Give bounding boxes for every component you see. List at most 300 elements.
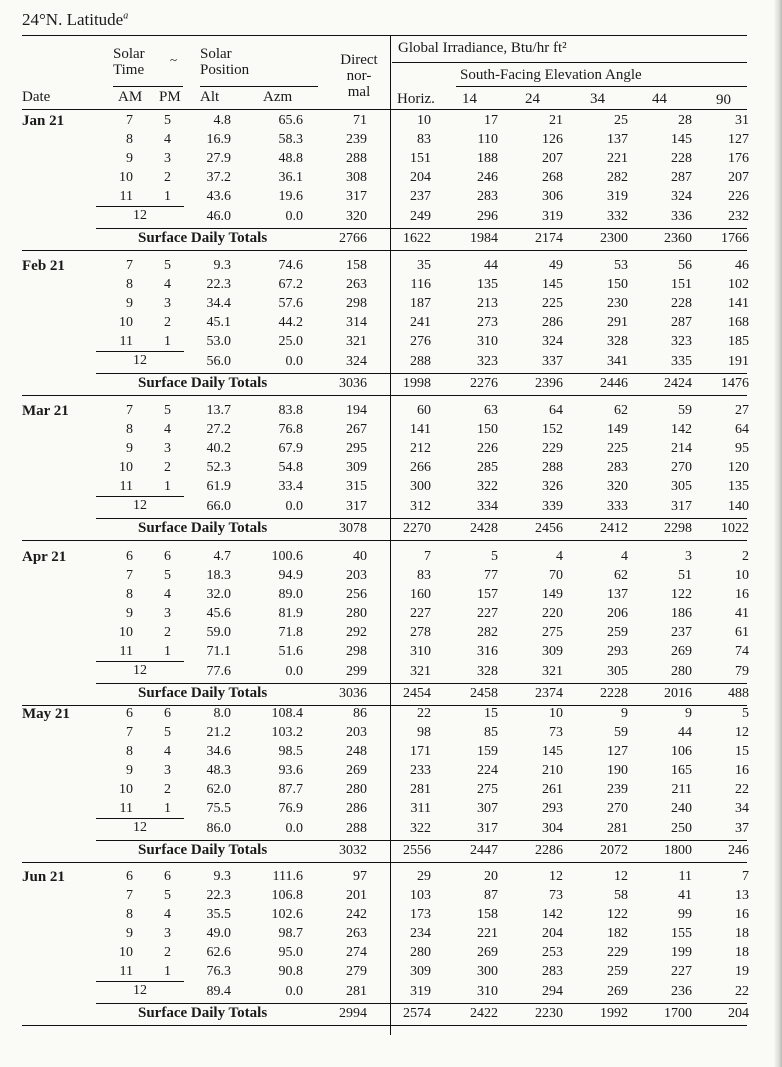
table-cell: 7 [126, 888, 133, 903]
table-cell: 11 [678, 869, 692, 884]
table-cell: 137 [607, 132, 628, 147]
table-cell: 226 [728, 189, 749, 204]
table-cell: 270 [607, 801, 628, 816]
table-cell: 300 [477, 964, 498, 979]
table-cell: 60 [417, 403, 431, 418]
table-cell: 135 [728, 479, 749, 494]
total-cell: 3036 [339, 376, 367, 391]
total-cell: 2994 [339, 1006, 367, 1021]
surface-daily-totals-label: Surface Daily Totals [138, 230, 268, 246]
table-cell: 83 [417, 568, 431, 583]
table-cell: 6 [126, 706, 133, 721]
table-cell: 44.2 [278, 315, 303, 330]
table-cell: 29 [417, 869, 431, 884]
table-cell: 48.8 [278, 151, 303, 166]
table-cell: 321 [542, 664, 563, 679]
table-cell: 11 [119, 189, 133, 204]
table-cell: 240 [671, 801, 692, 816]
table-cell: 120 [728, 460, 749, 475]
table-cell: 44 [484, 258, 498, 273]
noon-rule [96, 818, 184, 819]
solar-time-rule [113, 86, 183, 87]
table-cell: 81.9 [278, 606, 303, 621]
table-cell: 140 [728, 499, 749, 514]
table-cell: 33.4 [278, 479, 303, 494]
table-cell: 207 [728, 170, 749, 185]
table-cell: 268 [542, 170, 563, 185]
total-cell: 2454 [403, 686, 431, 701]
table-cell: 10 [119, 170, 133, 185]
total-cell: 2446 [600, 376, 628, 391]
table-cell: 9 [126, 296, 133, 311]
table-cell: 8 [126, 587, 133, 602]
table-cell: 3 [164, 151, 171, 166]
table-cell: 2 [164, 625, 171, 640]
month-bottom-rule [22, 862, 747, 863]
header-solar-time: Solar Time [113, 46, 145, 78]
table-cell: 324 [671, 189, 692, 204]
table-cell: 311 [410, 801, 431, 816]
table-cell: 2 [164, 315, 171, 330]
table-cell: 10 [119, 782, 133, 797]
table-cell: 229 [542, 441, 563, 456]
table-cell: 280 [346, 782, 367, 797]
table-cell: 280 [410, 945, 431, 960]
table-cell: 51 [678, 568, 692, 583]
table-cell: 71.8 [278, 625, 303, 640]
table-cell: 286 [346, 801, 367, 816]
table-cell: 0.0 [285, 354, 303, 369]
table-cell: 57.6 [278, 296, 303, 311]
table-cell: 79 [735, 664, 749, 679]
table-cell: 283 [607, 460, 628, 475]
table-cell: 280 [671, 664, 692, 679]
total-cell: 1800 [664, 843, 692, 858]
table-cell: 77 [484, 568, 498, 583]
table-cell: 230 [607, 296, 628, 311]
table-cell: 40.2 [206, 441, 231, 456]
table-cell: 288 [346, 151, 367, 166]
table-cell: 310 [477, 984, 498, 999]
total-cell: 1984 [470, 231, 498, 246]
table-cell: 334 [477, 499, 498, 514]
surface-daily-totals-label: Surface Daily Totals [138, 375, 268, 391]
total-cell: 2456 [535, 521, 563, 536]
table-cell: 22 [735, 984, 749, 999]
table-cell: 317 [671, 499, 692, 514]
table-cell: 150 [607, 277, 628, 292]
table-cell: 58.3 [278, 132, 303, 147]
table-cell: 8.0 [213, 706, 231, 721]
table-cell: 157 [477, 587, 498, 602]
table-cell: 237 [671, 625, 692, 640]
table-cell: 34 [735, 801, 749, 816]
table-cell: 307 [477, 801, 498, 816]
total-cell: 204 [728, 1006, 749, 1021]
table-cell: 291 [607, 315, 628, 330]
table-cell: 201 [346, 888, 367, 903]
table-cell: 4 [164, 422, 171, 437]
table-cell: 173 [410, 907, 431, 922]
table-cell: 12 [735, 725, 749, 740]
table-cell: 45.1 [206, 315, 231, 330]
table-cell: 305 [671, 479, 692, 494]
total-cell: 2228 [600, 686, 628, 701]
table-cell: 158 [346, 258, 367, 273]
table-cell: 3 [164, 441, 171, 456]
table-cell: 8 [126, 422, 133, 437]
table-cell: 36.1 [278, 170, 303, 185]
table-cell: 6 [126, 549, 133, 564]
table-cell: 227 [671, 964, 692, 979]
table-cell: 194 [346, 403, 367, 418]
table-cell: 233 [410, 763, 431, 778]
table-cell: 76.8 [278, 422, 303, 437]
table-cell: 165 [671, 763, 692, 778]
table-cell: 106.8 [271, 888, 303, 903]
table-cell: 137 [607, 587, 628, 602]
table-cell: 309 [410, 964, 431, 979]
table-cell: 211 [671, 782, 692, 797]
table-cell: 288 [346, 821, 367, 836]
table-cell: 35 [417, 258, 431, 273]
table-cell: 18 [735, 945, 749, 960]
table-cell: 145 [542, 744, 563, 759]
table-cell: 95 [735, 441, 749, 456]
table-cell: 7 [126, 113, 133, 128]
table-cell: 151 [671, 277, 692, 292]
table-cell: 34.4 [206, 296, 231, 311]
table-cell: 27.2 [206, 422, 231, 437]
table-cell: 15 [484, 706, 498, 721]
table-cell: 220 [542, 606, 563, 621]
table-cell: 9 [126, 763, 133, 778]
table-cell: 11 [119, 964, 133, 979]
table-cell: 15 [735, 744, 749, 759]
table-cell: 6 [164, 706, 171, 721]
table-cell: 22 [417, 706, 431, 721]
table-cell: 8 [126, 744, 133, 759]
noon-hour: 12 [133, 663, 147, 678]
table-cell: 2 [164, 945, 171, 960]
table-cell: 53.0 [206, 334, 231, 349]
global-rule [392, 62, 747, 63]
noon-hour: 12 [133, 820, 147, 835]
header-angle-34: 34 [590, 91, 605, 107]
table-cell: 241 [410, 315, 431, 330]
table-cell: 269 [477, 945, 498, 960]
table-cell: 5 [164, 568, 171, 583]
table-cell: 5 [742, 706, 749, 721]
table-cell: 6 [164, 549, 171, 564]
table-cell: 11 [119, 334, 133, 349]
total-cell: 1766 [721, 231, 749, 246]
table-cell: 1 [164, 801, 171, 816]
header-date: Date [22, 89, 51, 105]
table-cell: 282 [477, 625, 498, 640]
table-cell: 12 [614, 869, 628, 884]
table-cell: 269 [607, 984, 628, 999]
table-cell: 317 [477, 821, 498, 836]
table-cell: 141 [728, 296, 749, 311]
table-cell: 0.0 [285, 209, 303, 224]
total-cell: 2574 [403, 1006, 431, 1021]
table-cell: 66.0 [206, 499, 231, 514]
table-cell: 249 [410, 209, 431, 224]
table-cell: 328 [607, 334, 628, 349]
table-cell: 59 [614, 725, 628, 740]
table-cell: 7 [424, 549, 431, 564]
table-cell: 234 [410, 926, 431, 941]
totals-rule [96, 373, 747, 374]
month-date: Jan 21 [22, 113, 65, 129]
noon-rule [96, 351, 184, 352]
table-cell: 232 [728, 209, 749, 224]
table-cell: 296 [477, 209, 498, 224]
table-cell: 76.3 [206, 964, 231, 979]
page-title: 24°N. Latitude$^a$ [22, 10, 129, 29]
table-cell: 250 [671, 821, 692, 836]
table-cell: 37.2 [206, 170, 231, 185]
table-cell: 97 [353, 869, 367, 884]
table-cell: 7 [126, 258, 133, 273]
table-cell: 286 [542, 315, 563, 330]
total-cell: 246 [728, 843, 749, 858]
table-cell: 225 [542, 296, 563, 311]
table-cell: 18.3 [206, 568, 231, 583]
header-angle-24: 24 [525, 91, 540, 107]
table-cell: 305 [607, 664, 628, 679]
noon-rule [96, 981, 184, 982]
table-cell: 71.1 [206, 644, 231, 659]
table-cell: 312 [410, 499, 431, 514]
table-cell: 246 [477, 170, 498, 185]
tilde-mark: ~ [170, 52, 178, 67]
table-cell: 13 [735, 888, 749, 903]
total-cell: 2230 [535, 1006, 563, 1021]
table-cell: 263 [346, 277, 367, 292]
table-cell: 151 [410, 151, 431, 166]
total-cell: 2556 [403, 843, 431, 858]
total-cell: 2016 [664, 686, 692, 701]
table-cell: 227 [477, 606, 498, 621]
table-cell: 203 [346, 725, 367, 740]
table-cell: 85 [484, 725, 498, 740]
table-cell: 5 [164, 258, 171, 273]
table-cell: 127 [728, 132, 749, 147]
totals-rule [96, 683, 747, 684]
month-bottom-rule [22, 250, 747, 251]
table-cell: 228 [671, 296, 692, 311]
header-direct-normal: Direct nor- mal [340, 52, 378, 100]
table-cell: 2 [742, 549, 749, 564]
header-pm: PM [159, 89, 181, 105]
table-cell: 256 [346, 587, 367, 602]
total-cell: 2428 [470, 521, 498, 536]
table-cell: 150 [477, 422, 498, 437]
table-cell: 16 [735, 763, 749, 778]
table-cell: 199 [671, 945, 692, 960]
total-cell: 2458 [470, 686, 498, 701]
table-cell: 4 [164, 277, 171, 292]
table-cell: 242 [346, 907, 367, 922]
table-cell: 300 [410, 479, 431, 494]
table-cell: 259 [607, 625, 628, 640]
table-cell: 279 [346, 964, 367, 979]
table-cell: 294 [542, 984, 563, 999]
table-cell: 319 [542, 209, 563, 224]
table-cell: 3 [164, 926, 171, 941]
table-cell: 9 [621, 706, 628, 721]
table-cell: 103.2 [271, 725, 303, 740]
header-angle-90: 90 [716, 92, 731, 108]
table-cell: 288 [410, 354, 431, 369]
table-cell: 0.0 [285, 821, 303, 836]
table-top-rule [22, 35, 747, 36]
month-date: Apr 21 [22, 549, 67, 565]
table-cell: 281 [346, 984, 367, 999]
totals-rule [96, 518, 747, 519]
table-cell: 0.0 [285, 499, 303, 514]
total-cell: 2300 [600, 231, 628, 246]
table-cell: 261 [542, 782, 563, 797]
header-angle-14: 14 [462, 91, 477, 107]
table-cell: 323 [477, 354, 498, 369]
month-bottom-rule [22, 395, 747, 396]
table-cell: 310 [410, 644, 431, 659]
table-cell: 336 [671, 209, 692, 224]
header-global-irradiance: Global Irradiance, Btu/hr ft² [398, 40, 567, 56]
total-cell: 1998 [403, 376, 431, 391]
table-cell: 22 [735, 782, 749, 797]
table-cell: 34.6 [206, 744, 231, 759]
table-cell: 10 [735, 568, 749, 583]
table-cell: 56 [678, 258, 692, 273]
table-cell: 76.9 [278, 801, 303, 816]
table-cell: 1 [164, 189, 171, 204]
table-cell: 212 [410, 441, 431, 456]
table-cell: 298 [346, 644, 367, 659]
table-cell: 281 [607, 821, 628, 836]
table-cell: 46.0 [206, 209, 231, 224]
table-cell: 16 [735, 587, 749, 602]
total-cell: 2270 [403, 521, 431, 536]
surface-daily-totals-label: Surface Daily Totals [138, 842, 268, 858]
total-cell: 2298 [664, 521, 692, 536]
table-cell: 48.3 [206, 763, 231, 778]
table-cell: 93.6 [278, 763, 303, 778]
table-cell: 27.9 [206, 151, 231, 166]
table-cell: 283 [542, 964, 563, 979]
table-cell: 70 [549, 568, 563, 583]
table-cell: 0.0 [285, 984, 303, 999]
table-cell: 5 [491, 549, 498, 564]
table-cell: 267 [346, 422, 367, 437]
table-cell: 37 [735, 821, 749, 836]
table-cell: 253 [542, 945, 563, 960]
table-cell: 89.0 [278, 587, 303, 602]
table-cell: 322 [410, 821, 431, 836]
table-cell: 67.9 [278, 441, 303, 456]
noon-rule [96, 496, 184, 497]
table-cell: 9.3 [213, 869, 231, 884]
table-cell: 2 [164, 170, 171, 185]
table-cell: 323 [671, 334, 692, 349]
table-cell: 248 [346, 744, 367, 759]
table-cell: 287 [671, 170, 692, 185]
table-cell: 155 [671, 926, 692, 941]
totals-rule [96, 228, 747, 229]
total-cell: 2396 [535, 376, 563, 391]
table-cell: 73 [549, 888, 563, 903]
table-cell: 2 [164, 460, 171, 475]
month-date: Jun 21 [22, 869, 65, 885]
table-cell: 9 [126, 441, 133, 456]
surface-daily-totals-label: Surface Daily Totals [138, 520, 268, 536]
table-cell: 152 [542, 422, 563, 437]
table-cell: 75.5 [206, 801, 231, 816]
table-cell: 149 [607, 422, 628, 437]
table-cell: 309 [346, 460, 367, 475]
table-cell: 221 [607, 151, 628, 166]
surface-daily-totals-label: Surface Daily Totals [138, 1005, 268, 1021]
table-cell: 49 [549, 258, 563, 273]
solar-position-rule [200, 86, 318, 87]
table-cell: 168 [728, 315, 749, 330]
table-cell: 4 [621, 549, 628, 564]
table-cell: 7 [126, 568, 133, 583]
table-cell: 288 [542, 460, 563, 475]
table-cell: 210 [542, 763, 563, 778]
table-cell: 239 [346, 132, 367, 147]
table-cell: 236 [671, 984, 692, 999]
table-cell: 9 [685, 706, 692, 721]
header-horiz: Horiz. [397, 91, 435, 107]
total-cell: 2374 [535, 686, 563, 701]
surface-daily-totals-label: Surface Daily Totals [138, 685, 268, 701]
table-cell: 321 [346, 334, 367, 349]
table-cell: 337 [542, 354, 563, 369]
table-cell: 95.0 [278, 945, 303, 960]
table-cell: 275 [477, 782, 498, 797]
table-cell: 5 [164, 403, 171, 418]
table-cell: 41 [735, 606, 749, 621]
table-cell: 310 [477, 334, 498, 349]
table-cell: 3 [685, 549, 692, 564]
table-cell: 185 [728, 334, 749, 349]
table-cell: 319 [607, 189, 628, 204]
table-cell: 17 [484, 113, 498, 128]
table-cell: 62 [614, 568, 628, 583]
table-cell: 73 [549, 725, 563, 740]
table-cell: 20 [484, 869, 498, 884]
table-cell: 326 [542, 479, 563, 494]
table-cell: 275 [542, 625, 563, 640]
table-cell: 5 [164, 725, 171, 740]
table-cell: 25 [614, 113, 628, 128]
table-cell: 5 [164, 113, 171, 128]
table-cell: 332 [607, 209, 628, 224]
table-cell: 322 [477, 479, 498, 494]
table-cell: 22.3 [206, 277, 231, 292]
table-cell: 19 [735, 964, 749, 979]
table-cell: 176 [728, 151, 749, 166]
table-cell: 90.8 [278, 964, 303, 979]
table-cell: 11 [119, 644, 133, 659]
table-cell: 13.7 [206, 403, 231, 418]
table-cell: 188 [477, 151, 498, 166]
header-south-facing: South-Facing Elevation Angle [460, 67, 642, 83]
